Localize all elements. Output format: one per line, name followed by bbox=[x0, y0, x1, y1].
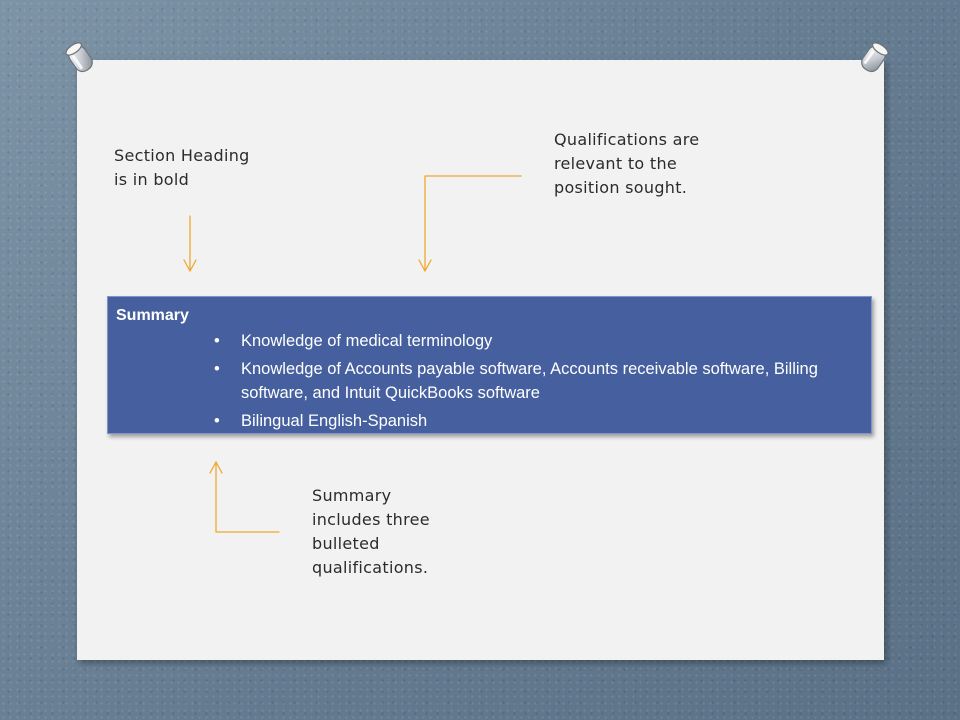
qualifications-list bbox=[116, 329, 861, 433]
bullet-icon: • bbox=[214, 412, 220, 430]
list-item-text: Knowledge of Accounts payable software, Accounts receivable software, Billing software, and Intuit QuickBooks software bbox=[241, 360, 818, 402]
list-item-text: Bilingual English-Spanish bbox=[241, 412, 428, 430]
pushpin-icon bbox=[58, 36, 102, 80]
list-item-text: Knowledge of medical terminology bbox=[241, 332, 493, 350]
bullet-icon: • bbox=[214, 360, 220, 378]
summary-section-box bbox=[107, 296, 872, 434]
bullet-icon: • bbox=[214, 332, 220, 350]
list-item bbox=[214, 357, 861, 405]
summary-heading: Summary bbox=[116, 307, 189, 324]
summary-note: Summary includes three bulleted qualifications. bbox=[312, 486, 430, 577]
list-item bbox=[214, 329, 861, 353]
qualifications-note: Qualifications are relevant to the position sought. bbox=[554, 130, 700, 197]
list-item bbox=[214, 409, 861, 433]
pushpin-icon bbox=[852, 36, 896, 80]
section-heading-note: Section Heading is in bold bbox=[114, 146, 250, 189]
